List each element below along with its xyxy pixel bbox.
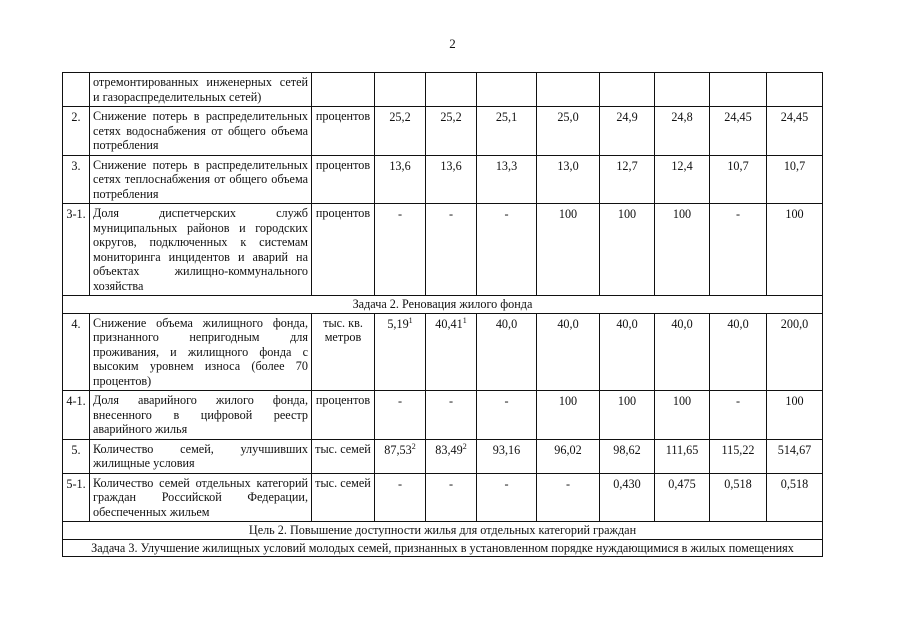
section-row bbox=[63, 539, 823, 557]
value-text: - bbox=[397, 207, 403, 221]
value-text: 12,4 bbox=[671, 158, 693, 173]
unit-cell: тыс. семей bbox=[312, 439, 375, 473]
value-cell bbox=[375, 73, 426, 107]
value-cell bbox=[655, 73, 710, 107]
table-row bbox=[63, 204, 823, 296]
value-cell bbox=[710, 204, 767, 296]
value-cell bbox=[767, 155, 823, 204]
value-text: 40,41 bbox=[435, 316, 463, 331]
value-text: - bbox=[397, 394, 403, 408]
unit-cell: тыс. кв. метров bbox=[312, 313, 375, 391]
value-text: 93,16 bbox=[492, 442, 521, 457]
value-text: 0,475 bbox=[668, 476, 696, 491]
value-cell bbox=[600, 73, 655, 107]
value-text: 40,0 bbox=[727, 316, 749, 331]
value-cell bbox=[426, 155, 477, 204]
value-cell bbox=[600, 439, 655, 473]
value-text: 100 bbox=[672, 394, 692, 408]
value-text: 25,0 bbox=[557, 110, 579, 124]
value-cell bbox=[537, 313, 600, 391]
value-cell bbox=[710, 391, 767, 440]
value-cell bbox=[537, 73, 600, 107]
value-cell bbox=[537, 204, 600, 296]
value-cell bbox=[767, 439, 823, 473]
value-cell bbox=[655, 473, 710, 522]
value-text: - bbox=[504, 476, 509, 491]
indicator-name: Доля аварийного жилого фонда, внесенного в цифровой реестр аварийного жилья bbox=[90, 391, 312, 440]
section-row bbox=[63, 522, 823, 540]
value-cell bbox=[426, 473, 477, 522]
row-number: 4-1. bbox=[63, 391, 90, 440]
value-text: 100 bbox=[785, 207, 804, 221]
row-number: 5-1. bbox=[63, 473, 90, 522]
value-cell bbox=[767, 473, 823, 522]
value-text: 98,62 bbox=[613, 442, 641, 457]
value-cell bbox=[710, 313, 767, 391]
table-row bbox=[63, 391, 823, 440]
value-text: 13,6 bbox=[440, 158, 462, 173]
indicator-name: Снижение потерь в распределительных сетях водоснабжения от общего объема потребления bbox=[90, 107, 312, 156]
table-row bbox=[63, 473, 823, 522]
value-cell bbox=[600, 313, 655, 391]
value-cell bbox=[655, 439, 710, 473]
value-text: 13,3 bbox=[495, 158, 518, 173]
indicator-name: отремонтированных инженерных сетей и газораспределительных сетей) bbox=[90, 73, 312, 107]
row-number: 4. bbox=[63, 313, 90, 391]
value-cell bbox=[537, 391, 600, 440]
value-text: 24,8 bbox=[671, 110, 693, 124]
value-cell bbox=[426, 204, 477, 296]
value-text: 83,49 bbox=[435, 442, 463, 457]
value-text: 10,7 bbox=[727, 158, 749, 173]
value-cell bbox=[600, 391, 655, 440]
value-cell bbox=[375, 473, 426, 522]
table-row bbox=[63, 439, 823, 473]
value-text: 25,2 bbox=[440, 110, 462, 124]
row-number: 2. bbox=[63, 107, 90, 156]
value-cell bbox=[375, 391, 426, 440]
value-cell bbox=[767, 73, 823, 107]
value-text: 13,6 bbox=[389, 158, 411, 173]
unit-cell: процентов bbox=[312, 391, 375, 440]
value-cell bbox=[600, 473, 655, 522]
footnote-mark: 1 bbox=[462, 315, 467, 325]
value-text: 40,0 bbox=[671, 316, 693, 331]
value-cell bbox=[426, 107, 477, 156]
value-text: 87,53 bbox=[384, 442, 412, 457]
value-cell bbox=[537, 473, 600, 522]
value-text: 0,518 bbox=[724, 476, 752, 491]
section-row bbox=[63, 296, 823, 314]
value-text: - bbox=[504, 394, 509, 408]
unit-cell: процентов bbox=[312, 107, 375, 156]
value-text: 40,0 bbox=[557, 316, 579, 331]
value-cell bbox=[426, 391, 477, 440]
value-text: 5,19 bbox=[387, 316, 409, 331]
value-cell bbox=[767, 204, 823, 296]
value-cell bbox=[537, 155, 600, 204]
value-cell bbox=[600, 204, 655, 296]
table-row bbox=[63, 155, 823, 204]
value-cell bbox=[600, 155, 655, 204]
value-cell bbox=[477, 391, 537, 440]
value-text: 100 bbox=[617, 207, 637, 221]
value-cell bbox=[375, 204, 426, 296]
row-number: 3-1. bbox=[63, 204, 90, 296]
value-cell bbox=[600, 107, 655, 156]
value-text: - bbox=[735, 207, 741, 221]
value-text: 200,0 bbox=[780, 316, 809, 331]
value-cell bbox=[426, 73, 477, 107]
value-text: 12,7 bbox=[616, 158, 638, 173]
value-text: 100 bbox=[558, 394, 578, 408]
value-text: 24,45 bbox=[780, 110, 809, 124]
value-cell bbox=[767, 107, 823, 156]
footnote-mark: 1 bbox=[408, 315, 413, 325]
value-text: 96,02 bbox=[554, 442, 582, 457]
value-cell bbox=[426, 313, 477, 391]
value-cell bbox=[710, 155, 767, 204]
value-cell bbox=[375, 155, 426, 204]
value-cell bbox=[767, 313, 823, 391]
value-cell bbox=[710, 473, 767, 522]
footnote-mark: 2 bbox=[462, 441, 467, 451]
value-cell bbox=[537, 439, 600, 473]
value-cell bbox=[710, 439, 767, 473]
value-cell bbox=[477, 107, 537, 156]
indicator-name: Снижение потерь в распределительных сетях теплоснабжения от общего объема потребления bbox=[90, 155, 312, 204]
value-cell bbox=[375, 107, 426, 156]
value-cell bbox=[710, 107, 767, 156]
value-text: 24,45 bbox=[724, 110, 752, 124]
value-text: 13,0 bbox=[557, 158, 579, 173]
value-cell bbox=[477, 473, 537, 522]
value-text: 111,65 bbox=[665, 442, 699, 457]
value-cell bbox=[375, 313, 426, 391]
value-text: 25,2 bbox=[389, 110, 411, 124]
value-cell bbox=[477, 313, 537, 391]
value-cell bbox=[477, 204, 537, 296]
section-heading: Цель 2. Повышение доступности жилья для отдельных категорий граждан bbox=[63, 522, 823, 540]
value-text: - bbox=[397, 476, 403, 491]
value-text: - bbox=[448, 394, 454, 408]
value-text: 514,67 bbox=[777, 442, 812, 457]
value-text: - bbox=[448, 476, 454, 491]
value-text: 0,518 bbox=[780, 476, 809, 491]
indicators-table bbox=[62, 72, 823, 557]
indicator-name: Количество семей отдельных категорий граждан Российской Федерации, обеспеченных жильем bbox=[90, 473, 312, 522]
row-number: 3. bbox=[63, 155, 90, 204]
indicator-name: Количество семей, улучшивших жилищные условия bbox=[90, 439, 312, 473]
value-text: 100 bbox=[558, 207, 578, 221]
unit-cell bbox=[312, 73, 375, 107]
section-heading: Задача 3. Улучшение жилищных условий молодых семей, признанных в установленном порядке нуждающимися в жилых помещениях bbox=[63, 539, 823, 557]
value-text: 0,430 bbox=[613, 476, 641, 491]
value-text: 100 bbox=[785, 394, 804, 408]
value-cell bbox=[426, 439, 477, 473]
value-text: 40,0 bbox=[495, 316, 518, 331]
value-text: 10,7 bbox=[783, 158, 806, 173]
unit-cell: процентов bbox=[312, 155, 375, 204]
value-text: 100 bbox=[672, 207, 692, 221]
value-text: 25,1 bbox=[495, 110, 518, 124]
value-cell bbox=[375, 439, 426, 473]
unit-cell: процентов bbox=[312, 204, 375, 296]
value-cell bbox=[537, 107, 600, 156]
section-heading: Задача 2. Реновация жилого фонда bbox=[63, 296, 823, 314]
value-cell bbox=[477, 155, 537, 204]
table-row bbox=[63, 73, 823, 107]
value-text: 100 bbox=[617, 394, 637, 408]
indicator-name: Доля диспетчерских служб муниципальных районов и городских округов, подключенных к системам мониторинга инцидентов и аварий на объектах жилищно-коммунального хозяйства bbox=[90, 204, 312, 296]
value-cell bbox=[477, 73, 537, 107]
value-text: 24,9 bbox=[616, 110, 638, 124]
indicator-name: Снижение объема жилищного фонда, признанного непригодным для проживания, и жилищного фонда с высоким уровнем износа (более 70 процентов) bbox=[90, 313, 312, 391]
row-number: 5. bbox=[63, 439, 90, 473]
value-text: - bbox=[565, 476, 571, 491]
unit-cell: тыс. семей bbox=[312, 473, 375, 522]
value-text: - bbox=[448, 207, 454, 221]
value-cell bbox=[655, 204, 710, 296]
table-row bbox=[63, 107, 823, 156]
value-cell bbox=[655, 391, 710, 440]
table-row bbox=[63, 313, 823, 391]
value-cell bbox=[655, 155, 710, 204]
row-number bbox=[63, 73, 90, 107]
value-text: 115,22 bbox=[721, 442, 755, 457]
value-text: - bbox=[504, 207, 509, 221]
value-cell bbox=[477, 439, 537, 473]
value-text: 40,0 bbox=[616, 316, 638, 331]
page-number: 2 bbox=[449, 36, 456, 51]
value-cell bbox=[655, 313, 710, 391]
value-cell bbox=[710, 73, 767, 107]
footnote-mark: 2 bbox=[411, 441, 416, 451]
value-cell bbox=[655, 107, 710, 156]
value-text: - bbox=[735, 394, 741, 408]
value-cell bbox=[767, 391, 823, 440]
